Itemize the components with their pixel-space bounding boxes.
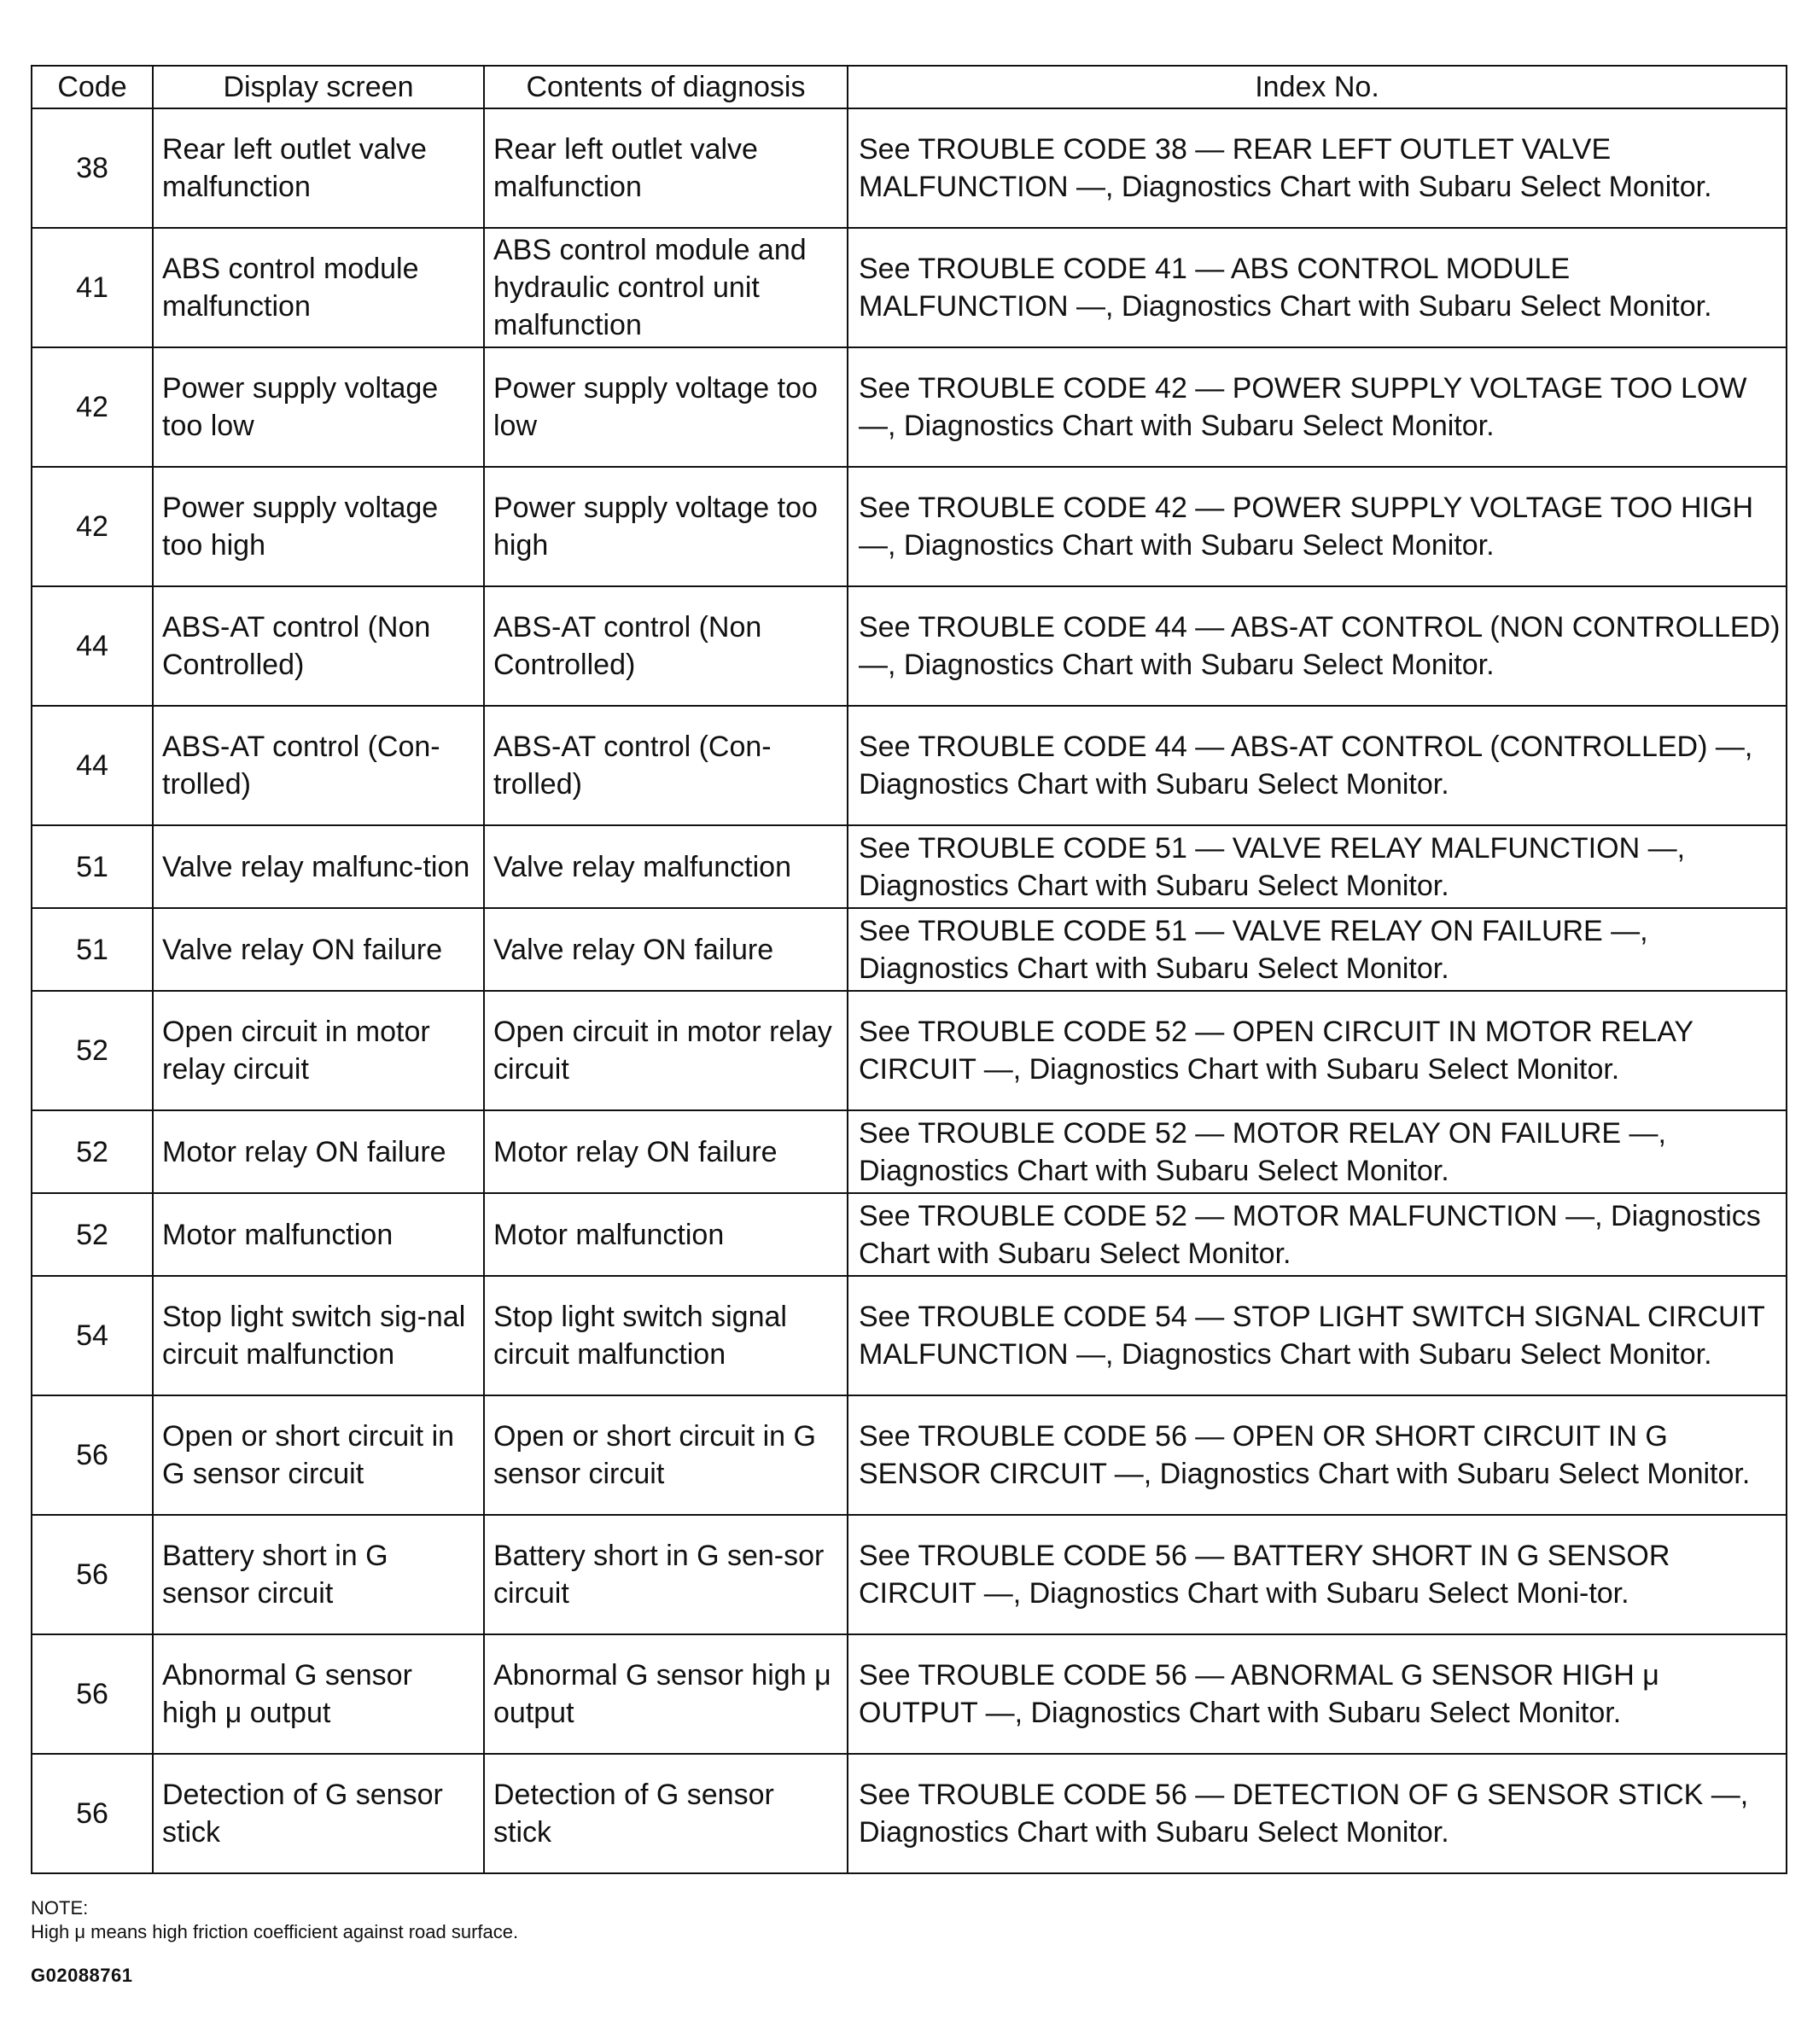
table-row bbox=[32, 228, 1787, 347]
index-cell: See TROUBLE CODE 51 — VALVE RELAY ON FAILURE —, Diagnostics Chart with Subaru Select Monitor. bbox=[848, 908, 1787, 991]
contents-cell: Open circuit in motor relay circuit bbox=[484, 991, 848, 1110]
index-cell: See TROUBLE CODE 56 — OPEN OR SHORT CIRCUIT IN G SENSOR CIRCUIT —, Diagnostics Chart with Subaru Select Monitor. bbox=[848, 1395, 1787, 1515]
contents-cell: ABS-AT control (Con-trolled) bbox=[484, 706, 848, 825]
header-index-no: Index No. bbox=[848, 66, 1787, 108]
table-row bbox=[32, 108, 1787, 228]
index-cell: See TROUBLE CODE 42 — POWER SUPPLY VOLTAGE TOO LOW —, Diagnostics Chart with Subaru Select Monitor. bbox=[848, 347, 1787, 467]
note-block bbox=[31, 1896, 518, 1944]
table-header-row bbox=[32, 66, 1787, 108]
index-cell: See TROUBLE CODE 56 — DETECTION OF G SENSOR STICK —, Diagnostics Chart with Subaru Select Monitor. bbox=[848, 1754, 1787, 1873]
contents-cell: Motor relay ON failure bbox=[484, 1110, 848, 1193]
display-screen-cell: Detection of G sensor stick bbox=[153, 1754, 484, 1873]
index-cell: See TROUBLE CODE 56 — BATTERY SHORT IN G SENSOR CIRCUIT —, Diagnostics Chart with Subaru Select Moni-tor. bbox=[848, 1515, 1787, 1634]
code-cell: 52 bbox=[32, 991, 153, 1110]
display-screen-cell: Motor malfunction bbox=[153, 1193, 484, 1276]
contents-cell: Detection of G sensor stick bbox=[484, 1754, 848, 1873]
trouble-code-table bbox=[31, 65, 1787, 1874]
contents-cell: ABS control module and hydraulic control unit malfunction bbox=[484, 228, 848, 347]
code-cell: 44 bbox=[32, 586, 153, 706]
index-cell: See TROUBLE CODE 52 — OPEN CIRCUIT IN MOTOR RELAY CIRCUIT —, Diagnostics Chart with Subaru Select Monitor. bbox=[848, 991, 1787, 1110]
display-screen-cell: Battery short in G sensor circuit bbox=[153, 1515, 484, 1634]
table-row bbox=[32, 1515, 1787, 1634]
table-row bbox=[32, 1110, 1787, 1193]
note-text: High μ means high friction coefficient against road surface. bbox=[31, 1921, 519, 1942]
note-label: NOTE: bbox=[31, 1897, 89, 1919]
display-screen-cell: Valve relay malfunc-tion bbox=[153, 825, 484, 908]
table-row bbox=[32, 347, 1787, 467]
contents-cell: Motor malfunction bbox=[484, 1193, 848, 1276]
header-contents-of-diagnosis: Contents of diagnosis bbox=[484, 66, 848, 108]
table-row bbox=[32, 1634, 1787, 1754]
code-cell: 42 bbox=[32, 347, 153, 467]
code-cell: 42 bbox=[32, 467, 153, 586]
index-cell: See TROUBLE CODE 41 — ABS CONTROL MODULE MALFUNCTION —, Diagnostics Chart with Subaru Select Monitor. bbox=[848, 228, 1787, 347]
table-row bbox=[32, 1276, 1787, 1395]
index-cell: See TROUBLE CODE 56 — ABNORMAL G SENSOR HIGH μ OUTPUT —, Diagnostics Chart with Subaru Select Monitor. bbox=[848, 1634, 1787, 1754]
display-screen-cell: Power supply voltage too high bbox=[153, 467, 484, 586]
index-cell: See TROUBLE CODE 52 — MOTOR RELAY ON FAILURE —, Diagnostics Chart with Subaru Select Monitor. bbox=[848, 1110, 1787, 1193]
contents-cell: Stop light switch signal circuit malfunction bbox=[484, 1276, 848, 1395]
table-row bbox=[32, 586, 1787, 706]
code-cell: 38 bbox=[32, 108, 153, 228]
code-cell: 41 bbox=[32, 228, 153, 347]
table-row bbox=[32, 991, 1787, 1110]
code-cell: 51 bbox=[32, 825, 153, 908]
table-row bbox=[32, 908, 1787, 991]
display-screen-cell: ABS-AT control (Con-trolled) bbox=[153, 706, 484, 825]
code-cell: 44 bbox=[32, 706, 153, 825]
code-cell: 51 bbox=[32, 908, 153, 991]
contents-cell: Valve relay malfunction bbox=[484, 825, 848, 908]
figure-id: G02088761 bbox=[31, 1965, 133, 1986]
table-row bbox=[32, 825, 1787, 908]
table-row bbox=[32, 706, 1787, 825]
display-screen-cell: Rear left outlet valve malfunction bbox=[153, 108, 484, 228]
display-screen-cell: Open circuit in motor relay circuit bbox=[153, 991, 484, 1110]
contents-cell: Abnormal G sensor high μ output bbox=[484, 1634, 848, 1754]
display-screen-cell: ABS control module malfunction bbox=[153, 228, 484, 347]
contents-cell: Battery short in G sen-sor circuit bbox=[484, 1515, 848, 1634]
contents-cell: Power supply voltage too low bbox=[484, 347, 848, 467]
display-screen-cell: Power supply voltage too low bbox=[153, 347, 484, 467]
code-cell: 56 bbox=[32, 1395, 153, 1515]
display-screen-cell: Motor relay ON failure bbox=[153, 1110, 484, 1193]
code-cell: 54 bbox=[32, 1276, 153, 1395]
table-row bbox=[32, 467, 1787, 586]
code-cell: 56 bbox=[32, 1634, 153, 1754]
display-screen-cell: Open or short circuit in G sensor circuit bbox=[153, 1395, 484, 1515]
display-screen-cell: Abnormal G sensor high μ output bbox=[153, 1634, 484, 1754]
index-cell: See TROUBLE CODE 44 — ABS-AT CONTROL (CONTROLLED) —, Diagnostics Chart with Subaru Select Monitor. bbox=[848, 706, 1787, 825]
display-screen-cell: Valve relay ON failure bbox=[153, 908, 484, 991]
code-cell: 56 bbox=[32, 1515, 153, 1634]
document-page bbox=[31, 65, 1786, 1874]
code-cell: 52 bbox=[32, 1110, 153, 1193]
display-screen-cell: ABS-AT control (Non Controlled) bbox=[153, 586, 484, 706]
contents-cell: ABS-AT control (Non Controlled) bbox=[484, 586, 848, 706]
contents-cell: Power supply voltage too high bbox=[484, 467, 848, 586]
index-cell: See TROUBLE CODE 42 — POWER SUPPLY VOLTAGE TOO HIGH —, Diagnostics Chart with Subaru Select Monitor. bbox=[848, 467, 1787, 586]
contents-cell: Open or short circuit in G sensor circuit bbox=[484, 1395, 848, 1515]
header-display-screen: Display screen bbox=[153, 66, 484, 108]
code-cell: 56 bbox=[32, 1754, 153, 1873]
table-row bbox=[32, 1754, 1787, 1873]
table-row bbox=[32, 1395, 1787, 1515]
index-cell: See TROUBLE CODE 54 — STOP LIGHT SWITCH SIGNAL CIRCUIT MALFUNCTION —, Diagnostics Chart with Subaru Select Monitor. bbox=[848, 1276, 1787, 1395]
index-cell: See TROUBLE CODE 51 — VALVE RELAY MALFUNCTION —, Diagnostics Chart with Subaru Select Monitor. bbox=[848, 825, 1787, 908]
table-row bbox=[32, 1193, 1787, 1276]
index-cell: See TROUBLE CODE 38 — REAR LEFT OUTLET VALVE MALFUNCTION —, Diagnostics Chart with Subaru Select Monitor. bbox=[848, 108, 1787, 228]
display-screen-cell: Stop light switch sig-nal circuit malfunction bbox=[153, 1276, 484, 1395]
contents-cell: Rear left outlet valve malfunction bbox=[484, 108, 848, 228]
header-code: Code bbox=[32, 66, 153, 108]
code-cell: 52 bbox=[32, 1193, 153, 1276]
contents-cell: Valve relay ON failure bbox=[484, 908, 848, 991]
index-cell: See TROUBLE CODE 44 — ABS-AT CONTROL (NON CONTROLLED) —, Diagnostics Chart with Subaru Select Monitor. bbox=[848, 586, 1787, 706]
index-cell: See TROUBLE CODE 52 — MOTOR MALFUNCTION —, Diagnostics Chart with Subaru Select Monitor. bbox=[848, 1193, 1787, 1276]
